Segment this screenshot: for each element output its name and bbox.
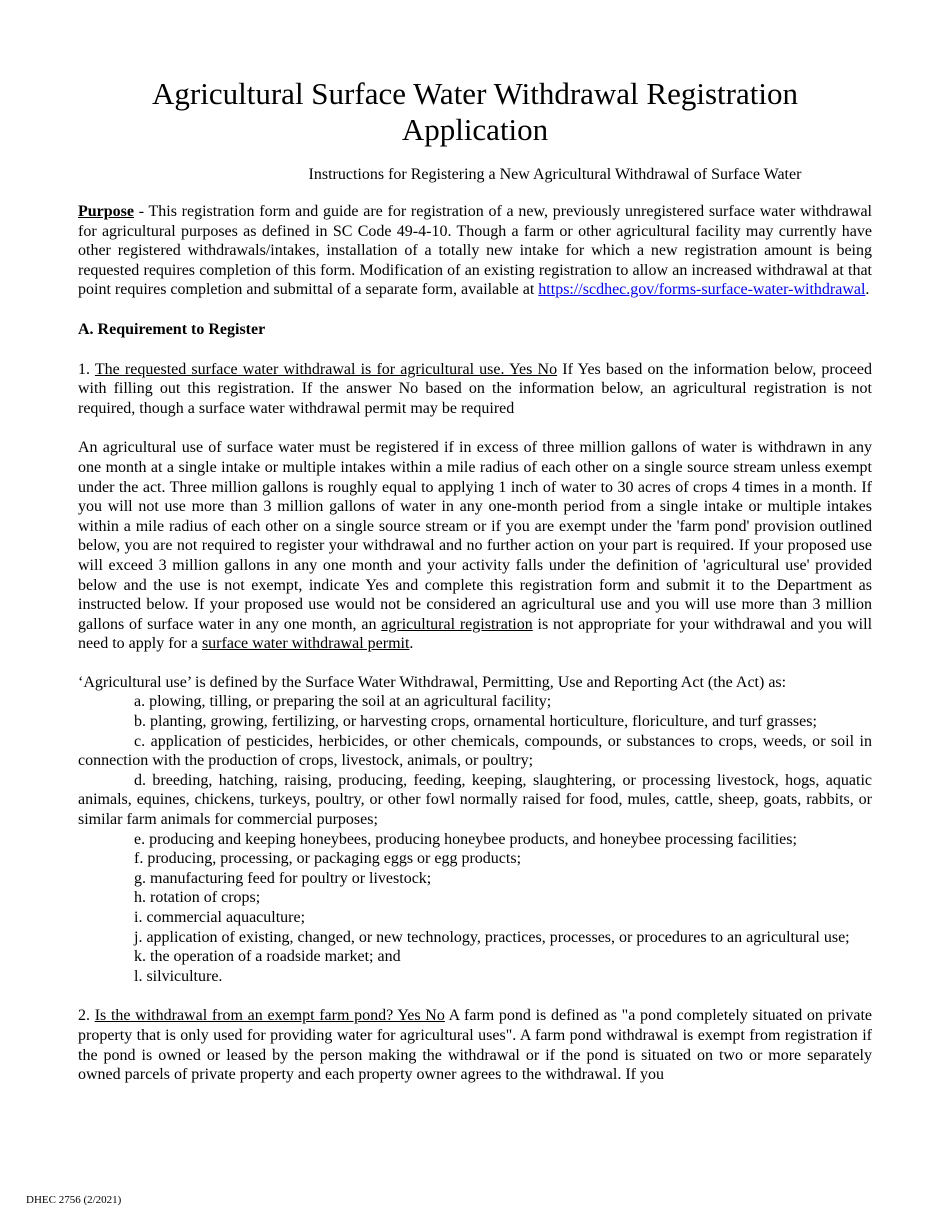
form-number-footer: DHEC 2756 (2/2021) <box>26 1194 122 1206</box>
definition-item: e. producing and keeping honeybees, producing honeybee products, and honeybee processing facilities; <box>134 830 797 848</box>
threshold-end: . <box>409 635 414 653</box>
question-1-instructions: If Yes based on the information below, proceed with filling out this registration. If the answer No based on the information below, an agricultural registration is not required, though a surface water withdrawal permit may be required <box>78 360 872 417</box>
question-2 <box>78 1006 872 1084</box>
purpose-label: Purpose <box>78 203 134 220</box>
section-a-heading: A. Requirement to Register <box>78 320 266 338</box>
withdrawal-permit-term: surface water withdrawal permit <box>201 635 410 653</box>
purpose-paragraph <box>78 202 872 300</box>
definition-item: c. application of pesticides, herbicides, or other chemicals, compounds, or substances to crops, weeds, or soil in connection with the production of crops, livestock, animals, or poultry; <box>78 732 872 770</box>
definition-item: a. plowing, tilling, or preparing the soil at an agricultural facility; <box>134 693 552 711</box>
definition-intro: ‘Agricultural use’ is defined by the Surface Water Withdrawal, Permitting, Use and Reporting Act (the Act) as: <box>78 673 787 691</box>
page-subtitle: Instructions for Registering a New Agricultural Withdrawal of Surface Water <box>308 166 802 183</box>
purpose-end: . <box>865 281 870 299</box>
definition-item: i. commercial aquaculture; <box>134 909 306 926</box>
page-title: Agricultural Surface Water Withdrawal Registration Application <box>152 76 798 147</box>
question-2-text: Is the withdrawal from an exempt farm pond? Yes No <box>94 1007 445 1025</box>
question-1-text: The requested surface water withdrawal is for agricultural use. Yes No <box>94 360 558 378</box>
threshold-mid-text: is not appropriate for your withdrawal and you will need to apply for a <box>78 615 873 653</box>
definition-item: g. manufacturing feed for poultry or livestock; <box>134 869 432 887</box>
question-1 <box>78 360 872 419</box>
definition-item: d. breeding, hatching, raising, producing, feeding, keeping, slaughtering, or processing livestock, hogs, aquatic animals, equines, chickens, turkeys, poultry, or other fowl normally raised for food, mules, cattle, sheep, goats, rabbits, or similar farm animals for commercial purposes; <box>78 771 872 829</box>
definition-item: l. silviculture. <box>134 967 223 985</box>
purpose-text: - This registration form and guide are for registration of a new, previously unregistered surface water withdrawal for agricultural purposes as defined in SC Code 49-4-10. Though a farm or other agricultural facility may currently have other registered withdrawals/intakes, installation of a totally new intake for which a new registration amount is being requested requires completion of this form. Modification of an existing registration to allow an increased withdrawal at that point requires completion and submittal of a separate form, available at <box>78 203 872 299</box>
question-1-number: 1. <box>78 360 95 378</box>
forms-link[interactable]: https://scdhec.gov/forms-surface-water-withdrawal <box>538 281 866 299</box>
definition-list <box>78 692 872 986</box>
question-2-instructions: A farm pond is defined as "a pond completely situated on private property that is only used for providing water for agricultural uses". A farm pond withdrawal is exempt from registration if the pond is owned or leased by the person making the withdrawal or if the pond is situated on two or more separately owned parcels of private property and each property owner agrees to the withdrawal. If you <box>78 1007 873 1084</box>
question-2-number: 2. <box>78 1007 95 1025</box>
agricultural-registration-term: agricultural registration <box>381 615 533 633</box>
definition-item: h. rotation of crops; <box>134 889 261 907</box>
definition-item: k. the operation of a roadside market; and <box>134 948 401 966</box>
definition-item: b. planting, growing, fertilizing, or harvesting crops, ornamental horticulture, floriculture, and turf grasses; <box>134 713 817 731</box>
registration-threshold-paragraph <box>78 438 872 654</box>
definition-item: j. application of existing, changed, or new technology, practices, processes, or procedures to an agricultural use; <box>134 928 850 946</box>
threshold-text: An agricultural use of surface water must be registered if in excess of three million gallons of water is withdrawn in any one month at a single intake or multiple intakes within a mile radius of each other on a single source stream unless exempt under the act. Three million gallons is roughly equal to applying 1 inch of water to 30 acres of crops 4 times in a month. If you will not use more than 3 million gallons of water in any one-month period from a single intake or multiple intakes within a mile radius of each other on a single source stream or if you are exempt under the 'farm pond' provision outlined below, you are not required to register your withdrawal and no further action on your part is required. If your proposed use will exceed 3 million gallons in any one month and your activity falls under the definition of 'agricultural use' provided below and the use is not exempt, indicate Yes and complete this registration form and submit it to the Department as instructed below. If your proposed use would not be considered an agricultural use and you will use more than 3 million gallons of surface water in any one month, an <box>78 439 872 633</box>
definition-item: f. producing, processing, or packaging eggs or egg products; <box>134 850 522 868</box>
document-page <box>78 76 872 1085</box>
